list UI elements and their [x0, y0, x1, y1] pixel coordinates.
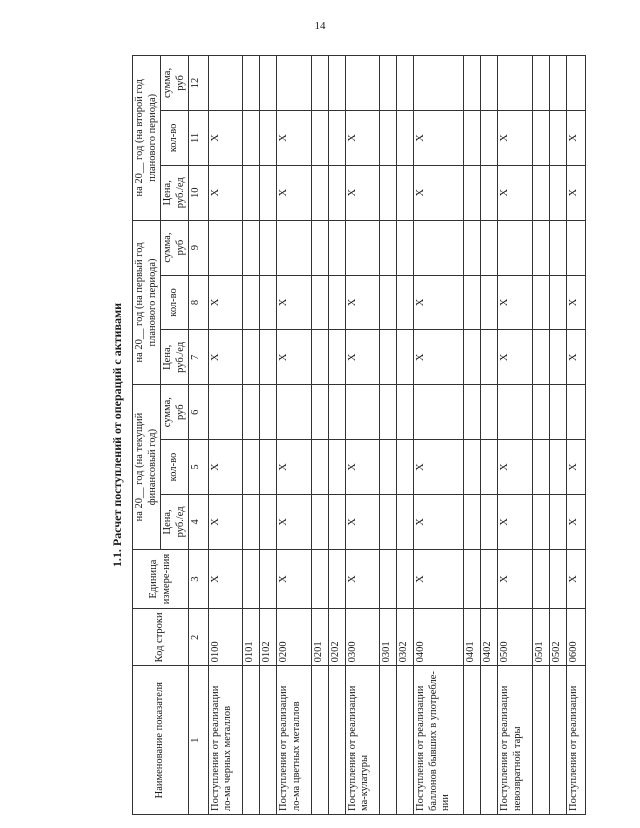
price-cell — [464, 165, 481, 220]
qty-cell — [260, 275, 277, 330]
row-code: 0600 — [566, 609, 585, 666]
price-cell — [532, 165, 549, 220]
qty-cell: X — [345, 110, 380, 165]
qty-cell — [532, 275, 549, 330]
row-name: Поступления от реализации — [566, 666, 585, 815]
price-cell — [311, 494, 328, 549]
price-cell — [532, 494, 549, 549]
price-cell: X — [566, 330, 585, 385]
sum-cell — [464, 220, 481, 275]
sum-cell — [414, 220, 464, 275]
qty-cell: X — [277, 275, 312, 330]
qty-cell — [328, 275, 345, 330]
row-unit — [380, 549, 397, 608]
qty-cell — [380, 440, 397, 495]
sum-cell — [464, 385, 481, 440]
price-cell: X — [345, 494, 380, 549]
sum-cell — [414, 385, 464, 440]
column-number: 12 — [189, 56, 208, 111]
table-row — [397, 56, 414, 815]
header-price: Цена, руб./ед — [161, 494, 189, 549]
header-period-second: на 20__ год (на второй год планового периода) — [133, 56, 161, 221]
price-cell — [380, 494, 397, 549]
price-cell — [260, 494, 277, 549]
row-name — [243, 666, 260, 815]
sum-cell — [532, 220, 549, 275]
row-name — [260, 666, 277, 815]
sum-cell — [311, 220, 328, 275]
price-cell — [380, 165, 397, 220]
column-number: 8 — [189, 275, 208, 330]
row-unit — [311, 549, 328, 608]
row-name — [464, 666, 481, 815]
sum-cell — [380, 220, 397, 275]
qty-cell — [464, 110, 481, 165]
price-cell: X — [498, 494, 533, 549]
qty-cell: X — [498, 440, 533, 495]
row-code: 0402 — [481, 609, 498, 666]
row-code: 0100 — [208, 609, 243, 666]
price-cell — [380, 330, 397, 385]
sum-cell — [549, 385, 566, 440]
header-unit: Единица измере-ния — [133, 549, 189, 608]
table-row — [566, 56, 585, 815]
sum-cell — [260, 385, 277, 440]
sum-cell — [549, 220, 566, 275]
qty-cell: X — [277, 440, 312, 495]
sum-cell — [414, 56, 464, 111]
rotated-content — [90, 55, 579, 815]
row-name: Поступления от реализации невозвратной тары — [498, 666, 533, 815]
price-cell — [549, 165, 566, 220]
page-number: 14 — [314, 20, 326, 32]
row-code: 0200 — [277, 609, 312, 666]
qty-cell: X — [566, 440, 585, 495]
row-unit — [532, 549, 549, 608]
row-code: 0500 — [498, 609, 533, 666]
sum-cell — [243, 385, 260, 440]
row-name: Поступления от реализации ло-ма цветных металлов — [277, 666, 312, 815]
qty-cell: X — [208, 275, 243, 330]
qty-cell — [243, 275, 260, 330]
qty-cell: X — [566, 275, 585, 330]
table-row — [277, 56, 312, 815]
price-cell — [311, 165, 328, 220]
row-unit: X — [414, 549, 464, 608]
qty-cell — [243, 440, 260, 495]
row-code: 0201 — [311, 609, 328, 666]
row-name — [481, 666, 498, 815]
row-unit — [397, 549, 414, 608]
row-unit — [260, 549, 277, 608]
sum-cell — [311, 56, 328, 111]
price-cell: X — [277, 330, 312, 385]
table-row — [380, 56, 397, 815]
price-cell — [311, 330, 328, 385]
sum-cell — [208, 56, 243, 111]
column-number: 6 — [189, 385, 208, 440]
row-code: 0101 — [243, 609, 260, 666]
header-period-current: на 20__ год (на текущий финансовый год) — [133, 385, 161, 550]
row-name — [397, 666, 414, 815]
price-cell — [397, 165, 414, 220]
sum-cell — [498, 385, 533, 440]
sum-cell — [345, 220, 380, 275]
price-cell — [328, 330, 345, 385]
header-sum: сумма, руб — [161, 220, 189, 275]
qty-cell — [397, 440, 414, 495]
price-cell — [260, 330, 277, 385]
row-code: 0502 — [549, 609, 566, 666]
row-code: 0302 — [397, 609, 414, 666]
price-cell — [243, 494, 260, 549]
header-sum: сумма, руб — [161, 385, 189, 440]
price-cell: X — [208, 494, 243, 549]
qty-cell — [532, 440, 549, 495]
sum-cell — [260, 220, 277, 275]
column-number: 7 — [189, 330, 208, 385]
row-unit — [243, 549, 260, 608]
column-number: 11 — [189, 110, 208, 165]
price-cell — [532, 330, 549, 385]
sum-cell — [566, 220, 585, 275]
price-cell — [243, 330, 260, 385]
price-cell: X — [277, 165, 312, 220]
header-qty: кол-во — [161, 275, 189, 330]
price-cell — [464, 494, 481, 549]
price-cell: X — [498, 165, 533, 220]
qty-cell — [328, 440, 345, 495]
header-qty: кол-во — [161, 440, 189, 495]
sum-cell — [260, 56, 277, 111]
sum-cell — [277, 385, 312, 440]
row-name — [549, 666, 566, 815]
qty-cell: X — [345, 275, 380, 330]
header-code: Код строки — [133, 609, 189, 666]
qty-cell — [311, 440, 328, 495]
qty-cell — [397, 275, 414, 330]
price-cell: X — [208, 165, 243, 220]
header-period-first: на 20__ год (на первый год планового периода) — [133, 220, 161, 385]
price-cell — [243, 165, 260, 220]
sum-cell — [532, 56, 549, 111]
row-name — [380, 666, 397, 815]
qty-cell — [549, 110, 566, 165]
price-cell — [481, 494, 498, 549]
qty-cell: X — [208, 110, 243, 165]
row-code: 0202 — [328, 609, 345, 666]
column-number: 5 — [189, 440, 208, 495]
header-qty: кол-во — [161, 110, 189, 165]
price-cell — [397, 494, 414, 549]
row-name — [328, 666, 345, 815]
sum-cell — [208, 220, 243, 275]
row-unit: X — [498, 549, 533, 608]
qty-cell — [481, 275, 498, 330]
qty-cell: X — [414, 440, 464, 495]
sum-cell — [277, 220, 312, 275]
price-cell — [397, 330, 414, 385]
table-row — [532, 56, 549, 815]
row-code: 0102 — [260, 609, 277, 666]
sum-cell — [243, 220, 260, 275]
price-cell — [328, 494, 345, 549]
table-row — [311, 56, 328, 815]
column-number: 4 — [189, 494, 208, 549]
qty-cell — [464, 440, 481, 495]
qty-cell — [380, 110, 397, 165]
row-unit: X — [566, 549, 585, 608]
sum-cell — [498, 220, 533, 275]
qty-cell: X — [498, 110, 533, 165]
row-code: 0301 — [380, 609, 397, 666]
row-code: 0501 — [532, 609, 549, 666]
header-sum: сумма, руб — [161, 56, 189, 111]
sum-cell — [481, 56, 498, 111]
price-cell — [260, 165, 277, 220]
row-code: 0300 — [345, 609, 380, 666]
table-row — [464, 56, 481, 815]
sum-cell — [464, 56, 481, 111]
sum-cell — [243, 56, 260, 111]
sum-cell — [566, 385, 585, 440]
qty-cell — [549, 440, 566, 495]
price-cell — [464, 330, 481, 385]
assets-income-table — [132, 55, 586, 815]
qty-cell: X — [345, 440, 380, 495]
row-unit: X — [277, 549, 312, 608]
qty-cell — [311, 110, 328, 165]
row-unit — [328, 549, 345, 608]
price-cell — [481, 330, 498, 385]
sum-cell — [345, 56, 380, 111]
column-number: 1 — [189, 666, 208, 815]
qty-cell: X — [414, 110, 464, 165]
row-code: 0400 — [414, 609, 464, 666]
column-number: 9 — [189, 220, 208, 275]
sum-cell — [532, 385, 549, 440]
column-number: 3 — [189, 549, 208, 608]
column-numbers-row — [189, 56, 208, 815]
sum-cell — [328, 220, 345, 275]
qty-cell — [481, 440, 498, 495]
column-number: 2 — [189, 609, 208, 666]
sum-cell — [277, 56, 312, 111]
table-row — [481, 56, 498, 815]
sum-cell — [481, 385, 498, 440]
qty-cell — [311, 275, 328, 330]
sum-cell — [328, 385, 345, 440]
qty-cell — [397, 110, 414, 165]
sum-cell — [208, 385, 243, 440]
qty-cell — [532, 110, 549, 165]
row-unit: X — [208, 549, 243, 608]
table-row — [498, 56, 533, 815]
qty-cell — [481, 110, 498, 165]
sum-cell — [328, 56, 345, 111]
price-cell: X — [566, 494, 585, 549]
qty-cell: X — [277, 110, 312, 165]
sum-cell — [397, 56, 414, 111]
column-number: 10 — [189, 165, 208, 220]
sum-cell — [481, 220, 498, 275]
price-cell: X — [566, 165, 585, 220]
qty-cell: X — [208, 440, 243, 495]
row-code: 0401 — [464, 609, 481, 666]
row-unit: X — [345, 549, 380, 608]
sum-cell — [311, 385, 328, 440]
qty-cell — [380, 275, 397, 330]
row-name — [311, 666, 328, 815]
row-name: Поступления от реализации баллонов бывших в употребле-нии — [414, 666, 464, 815]
table-row — [414, 56, 464, 815]
price-cell: X — [345, 165, 380, 220]
row-unit — [549, 549, 566, 608]
sum-cell — [498, 56, 533, 111]
price-cell: X — [414, 330, 464, 385]
row-unit — [481, 549, 498, 608]
price-cell — [549, 494, 566, 549]
qty-cell — [328, 110, 345, 165]
header-name: Наименование показателя — [133, 666, 189, 815]
sum-cell — [566, 56, 585, 111]
table-row — [208, 56, 243, 815]
price-cell: X — [498, 330, 533, 385]
qty-cell: X — [498, 275, 533, 330]
table-row — [328, 56, 345, 815]
qty-cell: X — [414, 275, 464, 330]
qty-cell — [464, 275, 481, 330]
row-unit — [464, 549, 481, 608]
sum-cell — [549, 56, 566, 111]
sum-cell — [380, 56, 397, 111]
sum-cell — [397, 220, 414, 275]
qty-cell: X — [566, 110, 585, 165]
price-cell — [481, 165, 498, 220]
qty-cell — [549, 275, 566, 330]
row-name: Поступления от реализации ма-кулатуры — [345, 666, 380, 815]
row-name — [532, 666, 549, 815]
price-cell: X — [277, 494, 312, 549]
table-row — [549, 56, 566, 815]
header-price: Цена, руб./ед — [161, 330, 189, 385]
section-title: 1.1. Расчет поступлений от операций с активами — [110, 302, 124, 568]
table-row — [345, 56, 380, 815]
price-cell: X — [345, 330, 380, 385]
sum-cell — [380, 385, 397, 440]
qty-cell — [260, 110, 277, 165]
table-row — [243, 56, 260, 815]
price-cell: X — [414, 494, 464, 549]
table-row — [260, 56, 277, 815]
sum-cell — [397, 385, 414, 440]
row-name: Поступления от реализации ло-ма черных металлов — [208, 666, 243, 815]
qty-cell — [243, 110, 260, 165]
price-cell — [549, 330, 566, 385]
qty-cell — [260, 440, 277, 495]
sum-cell — [345, 385, 380, 440]
price-cell — [328, 165, 345, 220]
price-cell: X — [414, 165, 464, 220]
header-price: Цена, руб./ед — [161, 165, 189, 220]
price-cell: X — [208, 330, 243, 385]
